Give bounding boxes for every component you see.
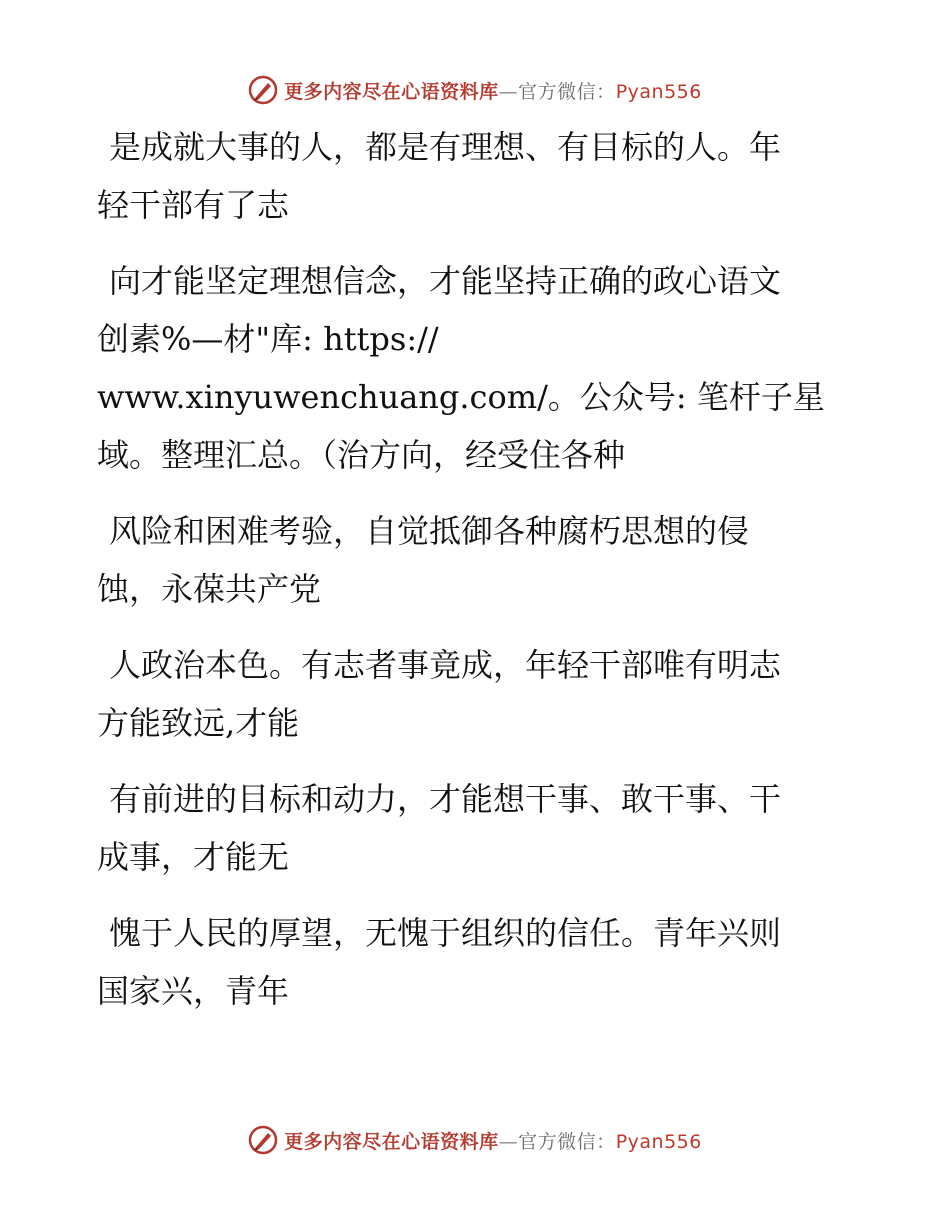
text-line: 蚀，永葆共产党 (97, 570, 322, 608)
page-footer (0, 1120, 950, 1160)
paragraph-3 (97, 502, 857, 618)
text-line: www.xinyuwenchuang.com/。公众号: 笔杆子星 (97, 378, 825, 416)
footer-banner-label: 官方微信： (518, 1130, 616, 1153)
paragraph-6 (97, 904, 857, 1020)
pen-logo-icon (248, 75, 278, 105)
paragraph-1 (97, 118, 857, 234)
text-line: 国家兴，青年 (97, 972, 290, 1010)
text-line: 轻干部有了志 (97, 186, 290, 224)
header-banner-main: 更多内容尽在心语资料库 (284, 80, 499, 103)
page-header (0, 70, 950, 110)
pen-logo-icon (248, 1125, 278, 1155)
text-line: 有前进的目标和动力，才能想干事、敢干事、干 (109, 780, 782, 818)
text-line: 人政治本色。有志者事竟成，年轻干部唯有明志 (109, 646, 782, 684)
paragraph-5 (97, 770, 857, 886)
header-banner-text (284, 77, 702, 104)
paragraph-2 (97, 252, 857, 484)
header-banner-separator: — (498, 80, 519, 103)
text-line: 创素%—材"库: https:// (97, 320, 439, 358)
document-body (97, 118, 857, 1020)
header-banner-label: 官方微信： (518, 80, 616, 103)
text-line: 域。整理汇总。（治方向，经受住各种 (97, 436, 626, 474)
text-line: 方能致远,才能 (97, 704, 300, 742)
text-line: 风险和困难考验，自觉抵御各种腐朽思想的侵 (109, 512, 750, 550)
header-banner-id: Pyan556 (615, 80, 702, 103)
paragraph-4 (97, 636, 857, 752)
footer-banner-main: 更多内容尽在心语资料库 (284, 1130, 499, 1153)
footer-banner-text (284, 1127, 702, 1154)
footer-banner-id: Pyan556 (615, 1130, 702, 1153)
footer-banner-separator: — (498, 1130, 519, 1153)
text-line: 成事，才能无 (97, 838, 290, 876)
text-line: 愧于人民的厚望，无愧于组织的信任。青年兴则 (109, 914, 782, 952)
header-banner (248, 75, 702, 105)
footer-banner (248, 1125, 702, 1155)
text-line: 是成就大事的人，都是有理想、有目标的人。年 (109, 128, 782, 166)
text-line: 向才能坚定理想信念，才能坚持正确的政心语文 (109, 262, 782, 300)
